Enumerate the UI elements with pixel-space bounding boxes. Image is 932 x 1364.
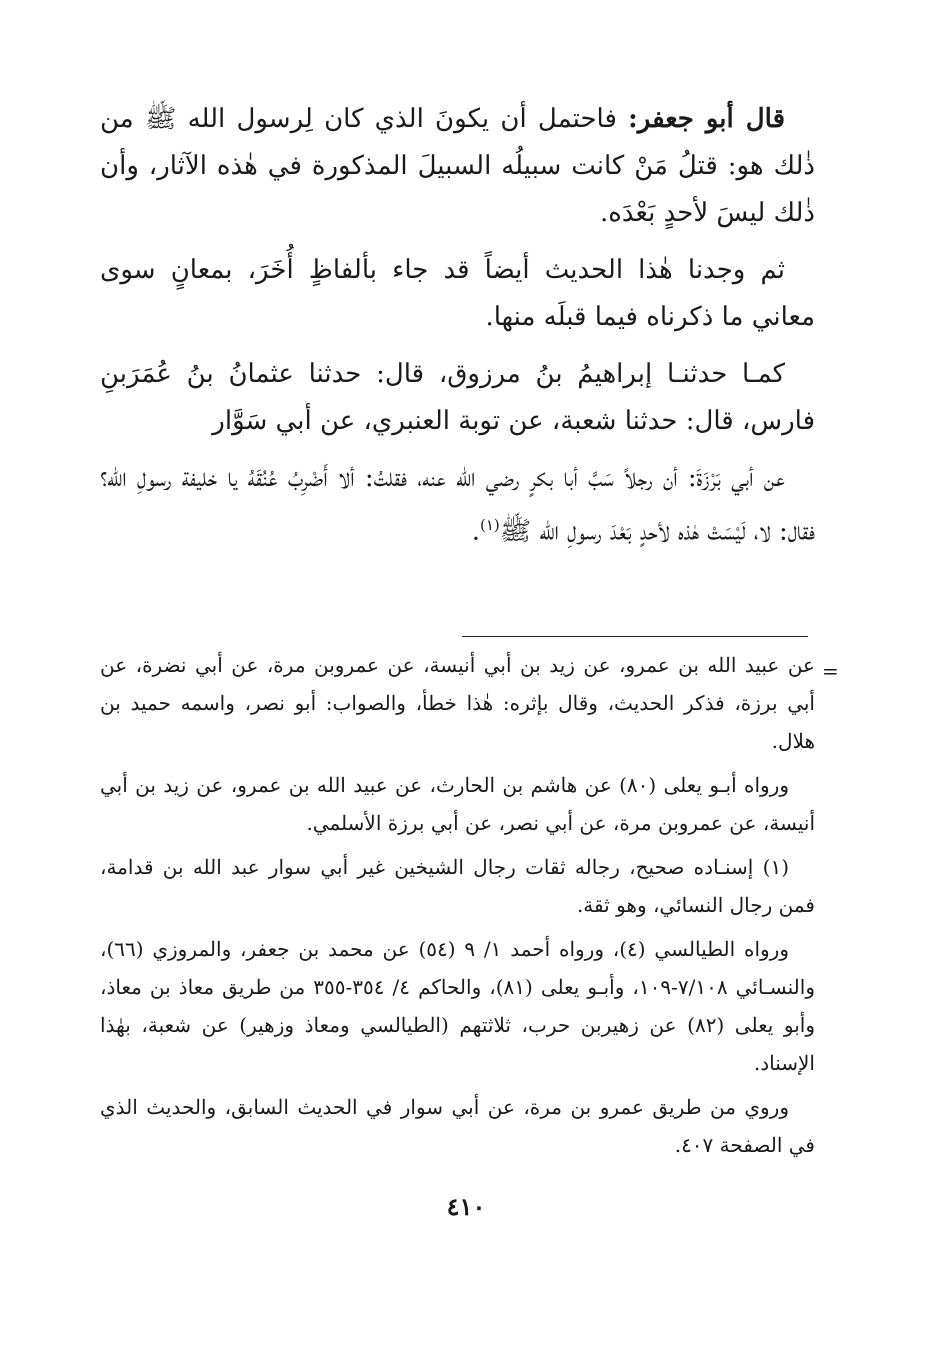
paragraph-4-text: عن أبي بَرْزَةَ: أن رجلاً سَبَّ أبا بكرٍ رضي الله عنه، فقلتُ: ألا أَضْرِبُ عُنُقَهُ يا خليفة رسولِ الله؟ فقال: لا، لَيْسَتْ هٰذه لأحدٍ بَعْدَ رسولِ الله ﷺ [100, 463, 815, 547]
footnote-1-note: وروي من طريق عمرو بن مرة، عن أبي سوار في الحديث السابق، والحديث الذي في الصفحة ٤٠٧. [100, 1095, 815, 1157]
footnote-para-2: ورواه أبـو يعلى (٨٠) عن هاشم بن الحارث، عن عبيد الله بن عمرو، عن زيد بن أبي أنيسة، عن عمروبن مرة، عن أبي نصر، عن أبي برزة الأسلمي. [100, 773, 815, 835]
footnote-1: (١) إسنـاده صحيح، رجاله ثقات رجال الشيخين غير أبي سوار عبد الله بن قدامة، فمن رجال النسائي، وهو ثقة. [100, 855, 815, 917]
footnote-continuation: عن عبيد الله بن عمرو، عن زيد بن أبي أنيسة، عن عمروبن مرة، عن أبي نضرة، عن أبي برزة، فذكر الحديث، وقال بإثره: هٰذا خطأ، والصواب: أبو نصر، واسمه حميد بن هلال. [100, 653, 815, 753]
continuation-mark: = [822, 659, 839, 683]
footnotes [100, 646, 815, 1170]
paragraph-2: ثم وجدنا هٰذا الحديث أيضاً قد جاء بألفاظٍ أُخَرَ، بمعانٍ سوى معاني ما ذكرناه فيما قبلَه منها. [100, 255, 815, 332]
main-text [100, 96, 815, 566]
footnote-marker: (١) [479, 516, 500, 534]
page-number: ٤١٠ [446, 1192, 486, 1221]
paragraph-1-text: فاحتمل أن يكونَ الذي كان لِرسول الله ﷺ من ذٰلك هو: قتلُ مَنْ كانت سبيلُه السبيلَ المذكورة في هٰذه الآثار، وأن ذٰلك ليسَ لأحدٍ بَعْدَه. [100, 104, 815, 228]
paragraph-3: كمـا حدثنـا إبراهيمُ بنُ مرزوق، قال: حدثنا عثمانُ بنُ عُمَرَبنِ فارس، قال: حدثنا شعبة، عن توبة العنبري، عن أبي سَوَّار [100, 359, 815, 436]
paragraph-1-lead: قال أبو جعفر: [628, 104, 785, 134]
paragraph-4-end: . [471, 516, 480, 547]
footnote-1-sources: ورواه الطيالسي (٤)، ورواه أحمد ١/ ٩ (٥٤) عن محمد بن جعفر، والمروزي (٦٦)، والنسـائي ٧/١٠٨-١٠٩، وأبـو يعلى (٨١)، والحاكم ٤/ ٣٥٤-٣٥٥ من طريق معاذ بن معاذ، وأبو يعلى (٨٢) عن زهيربن حرب، ثلاثتهم (الطيالسي ومعاذ وزهير) عن شعبة، بهٰذا الإسناد. [100, 937, 815, 1075]
footnote-separator [462, 636, 808, 637]
paragraph-4 [100, 455, 815, 556]
paragraph-1 [100, 96, 815, 237]
